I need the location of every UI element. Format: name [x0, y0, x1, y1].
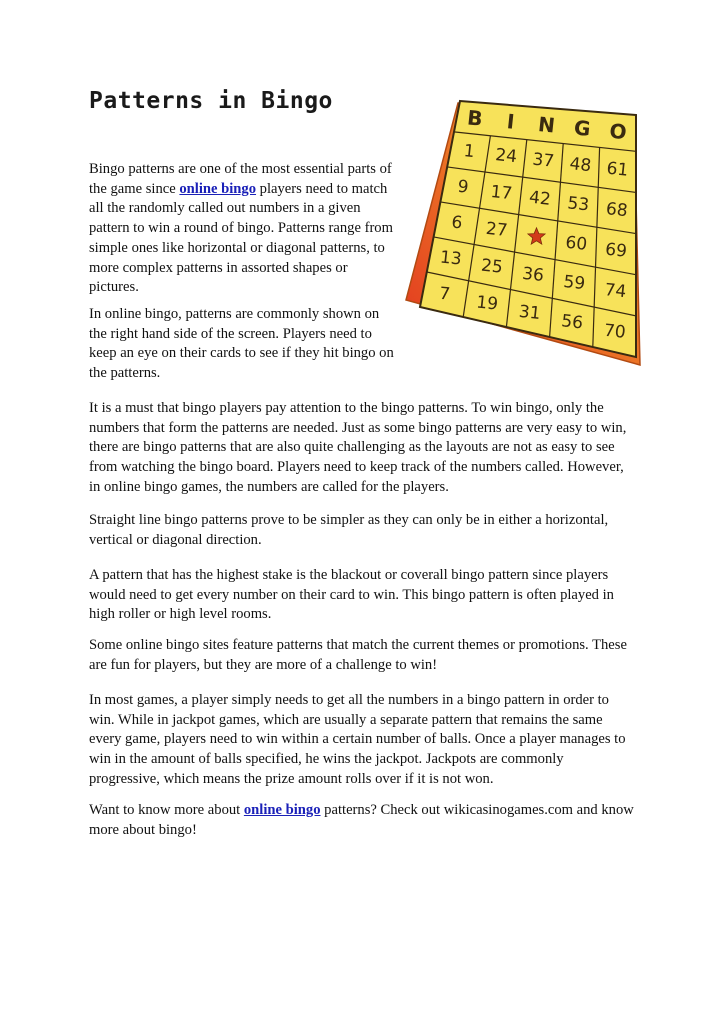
bingo-number: 24 — [494, 145, 519, 168]
paragraph-blackout: A pattern that has the highest stake is the blackout or coverall bingo pattern since players would need to get every number on their card to win. This bingo pattern is often played in high roller or high level rooms. — [89, 567, 614, 623]
bingo-number: 68 — [604, 199, 629, 222]
bingo-letter: G — [572, 115, 592, 141]
bingo-letter: I — [505, 109, 516, 134]
paragraph-straight-line: Straight line bingo patterns prove to be simpler as they can only be in either a horizontal, vertical or diagonal direction. — [89, 512, 609, 548]
bingo-number: 19 — [475, 292, 499, 315]
bingo-letter: N — [536, 111, 557, 138]
paragraph-text: Bingo patterns are one of the most essential parts of the game since — [89, 161, 392, 197]
paragraph-text: patterns? Check out wikicasinogames.com and know more about bingo! — [89, 802, 634, 838]
paragraph-text: players need to match all the randomly called out numbers in a given pattern to win a round of bingo. Patterns range from simple ones like horizontal or diagonal patterns, to more complex patterns in assorted shapes or pictures. — [89, 180, 393, 296]
bingo-number: 53 — [566, 193, 591, 216]
bingo-number: 9 — [456, 176, 470, 198]
bingo-number: 13 — [438, 247, 463, 270]
bingo-number: 31 — [517, 301, 542, 325]
bingo-number: 74 — [603, 280, 628, 303]
paragraph-text: Want to know more about — [89, 802, 244, 818]
bingo-number: 69 — [604, 239, 628, 262]
bingo-number: 17 — [489, 181, 514, 205]
bingo-number: 70 — [602, 320, 627, 343]
bingo-number: 7 — [438, 283, 452, 305]
bingo-letter: B — [466, 105, 484, 131]
bingo-number: 1 — [462, 141, 476, 163]
paragraph-jackpot: In most games, a player simply needs to get all the numbers in a bingo pattern in order to win. While in jackpot games, which are usually a separate pattern that remains the same every game, players need to win within a certain number of balls. Once a player manages to win in the amount of balls specified, he wins the jackpot. Jackpots are commonly progressive, which means the prize amount rolls over if it is not won. — [89, 692, 626, 787]
bingo-number: 37 — [531, 149, 556, 172]
paragraph-attention: It is a must that bingo players pay attention to the bingo patterns. To win bingo, only the numbers that form the patterns are needed. Just as some bingo patterns are very easy to win, there are bingo patterns that are also quite challenging as the layouts are not as easy to see from watching the bingo board. Players need to keep track of the numbers called. However, in online bingo games, the numbers are called for the players. — [89, 400, 627, 495]
bingo-letter: O — [608, 118, 628, 145]
bingo-number: 25 — [480, 255, 504, 278]
bingo-number: 6 — [450, 212, 464, 234]
paragraph-intro — [89, 160, 394, 298]
bingo-number: 59 — [562, 271, 587, 295]
paragraph-online-patterns: In online bingo, patterns are commonly shown on the right hand side of the screen. Players need to keep an eye on their cards to see if they hit bingo on the patterns. — [89, 306, 394, 382]
paragraph-themes: Some online bingo sites feature patterns that match the current themes or promotions. These are fun for players, but they are more of a challenge to win! — [89, 637, 627, 673]
bingo-number: 56 — [560, 311, 585, 334]
bingo-number: 60 — [564, 232, 589, 255]
online-bingo-link[interactable]: online bingo — [179, 180, 257, 197]
paragraph-cta — [89, 801, 634, 840]
bingo-number: 36 — [521, 263, 545, 286]
page-title: Patterns in Bingo — [89, 88, 333, 114]
bingo-number: 61 — [605, 158, 630, 181]
bingo-number: 42 — [528, 187, 552, 210]
online-bingo-link[interactable]: online bingo — [243, 802, 321, 818]
bingo-number: 48 — [568, 154, 593, 177]
bingo-card-illustration — [400, 95, 645, 375]
bingo-number: 27 — [484, 218, 509, 241]
